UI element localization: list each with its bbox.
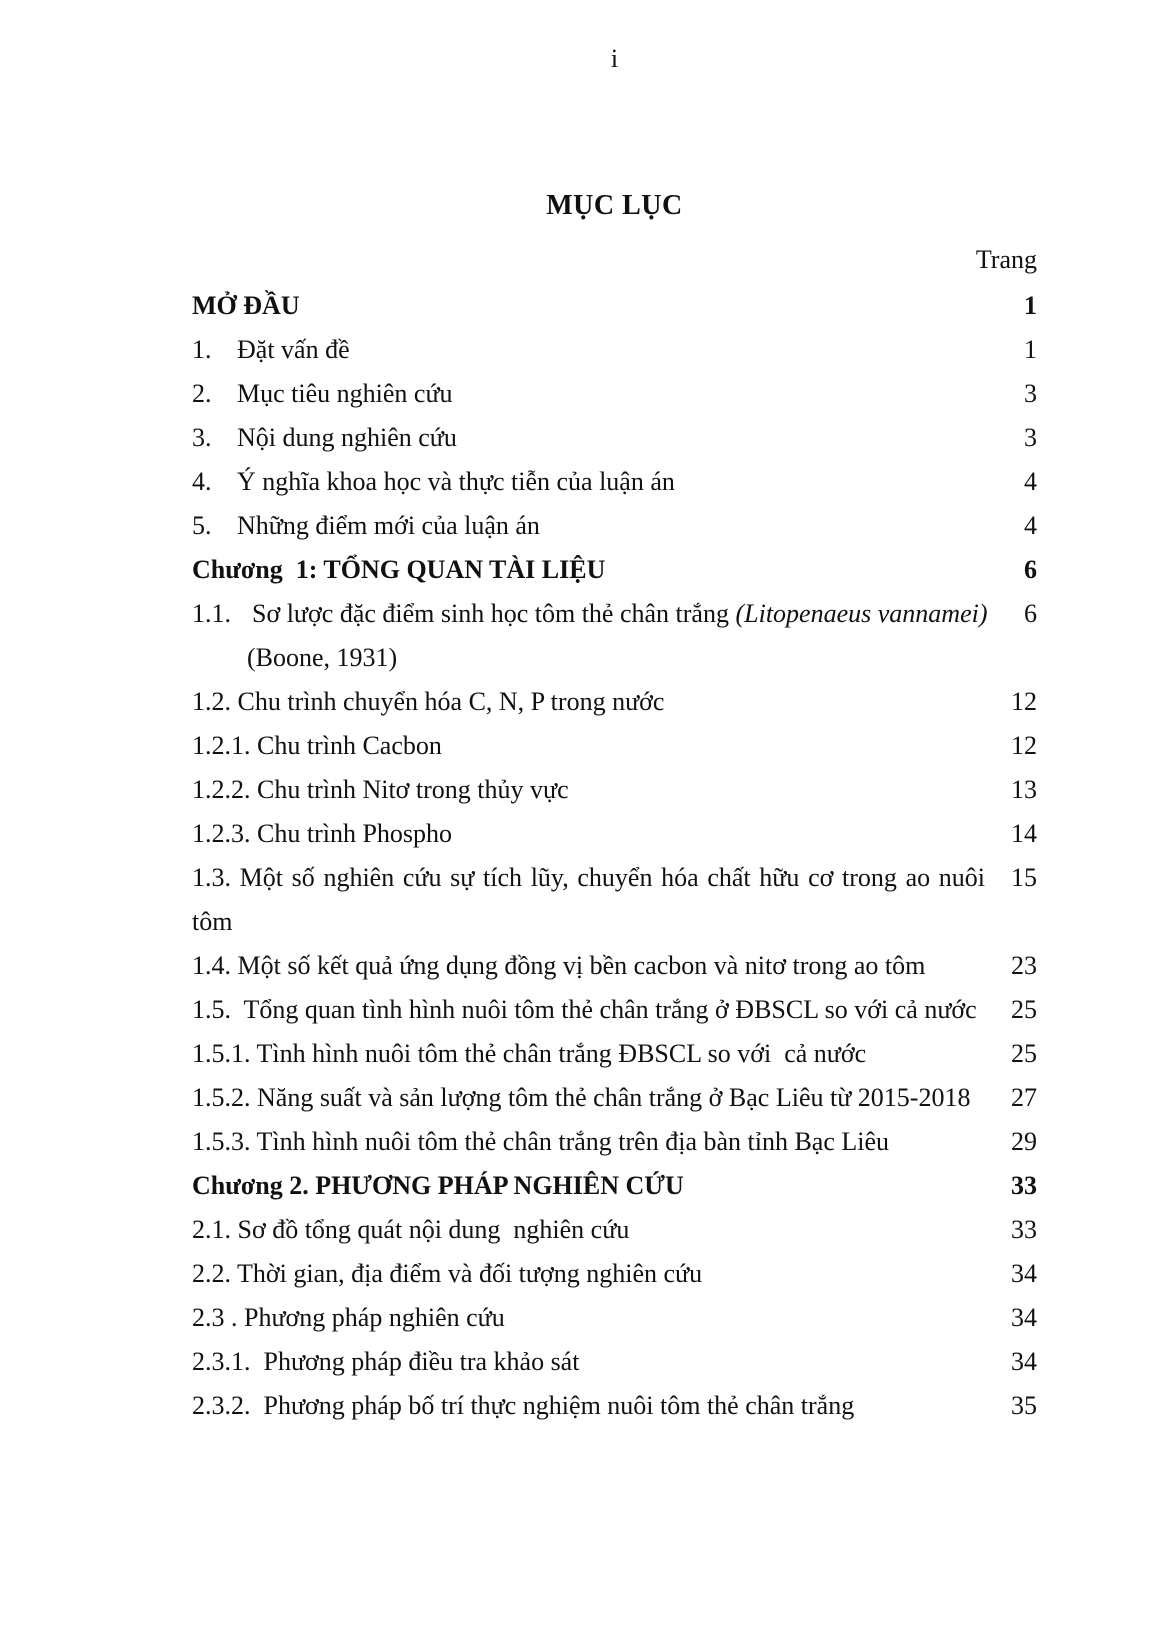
- toc-entry: [192, 988, 1037, 1032]
- toc-entry: [192, 1252, 1037, 1296]
- toc-entry-page: 34: [1011, 1303, 1037, 1332]
- toc-entry-text: [192, 1120, 985, 1164]
- toc-entry-title: Đặt vấn đề: [237, 335, 350, 364]
- toc-entry-text: [192, 856, 985, 944]
- toc-entry-text: [192, 504, 985, 548]
- toc-entry-title: 1.5. Tổng quan tình hình nuôi tôm thẻ chân trắng ở ĐBSCL so với cả nước: [192, 995, 977, 1024]
- toc-entry-page: 12: [1011, 687, 1037, 716]
- toc-entry-page: 1: [1024, 335, 1037, 364]
- toc-entry-text: [192, 768, 985, 812]
- toc-entry-page: 13: [1011, 775, 1037, 804]
- toc-entry-title: 1.5.2. Năng suất và sản lượng tôm thẻ chân trắng ở Bạc Liêu từ 2015-2018: [192, 1083, 971, 1112]
- toc-entry-text: [192, 416, 985, 460]
- page-title: MỤC LỤC: [546, 190, 683, 221]
- toc-entry-page: 25: [1011, 995, 1037, 1024]
- toc-entry: [192, 1384, 1037, 1428]
- toc-entry-page: 6: [1024, 599, 1037, 628]
- toc-entry-number: 1.1.: [192, 599, 231, 628]
- toc-entry-text: [192, 1384, 985, 1428]
- toc-entry-text: [192, 1164, 985, 1208]
- toc-entry-page: 6: [1024, 555, 1037, 584]
- toc-entry-title: 1.5.1. Tình hình nuôi tôm thẻ chân trắng ĐBSCL so với cả nước: [192, 1039, 867, 1068]
- toc-entry-title: MỞ ĐẦU: [192, 291, 300, 320]
- toc-entry-title: Chương 2. PHƯƠNG PHÁP NGHIÊN CỨU: [192, 1171, 684, 1200]
- toc-entry: [192, 856, 1037, 944]
- toc-entry-number: 2.: [192, 379, 212, 408]
- toc-entry: [192, 768, 1037, 812]
- toc-entry-page: 4: [1024, 511, 1037, 540]
- toc-entry-page: 1: [1024, 291, 1037, 320]
- toc-entry-title: 1.4. Một số kết quả ứng dụng đồng vị bền cacbon và nitơ trong ao tôm: [192, 951, 926, 980]
- toc-entry-title: 1.3. Một số nghiên cứu sự tích lũy, chuyển hóa chất hữu cơ trong ao nuôi: [192, 863, 985, 892]
- toc-entry-title: 2.3.2. Phương pháp bố trí thực nghiệm nuôi tôm thẻ chân trắng: [192, 1391, 855, 1420]
- toc-entry: [192, 1164, 1037, 1208]
- toc-entry: [192, 680, 1037, 724]
- toc-entry-text: [192, 372, 985, 416]
- toc-entry: [192, 1076, 1037, 1120]
- toc-entry-page: 23: [1011, 951, 1037, 980]
- toc-entry-line2: (Boone, 1931): [247, 643, 398, 672]
- toc-entry-title: Ý nghĩa khoa học và thực tiễn của luận án: [237, 467, 675, 496]
- toc-entry-page: 33: [1011, 1171, 1037, 1200]
- toc-entry-page: 29: [1011, 1127, 1037, 1156]
- toc-entry-text: [192, 812, 985, 856]
- toc-entry-title: 1.2.1. Chu trình Cacbon: [192, 731, 442, 760]
- toc-entry-title: 2.3 . Phương pháp nghiên cứu: [192, 1303, 505, 1332]
- toc-entry-page: 15: [1011, 863, 1037, 892]
- toc-entry: [192, 812, 1037, 856]
- toc-entry-title-italic: (Litopenaeus vannamei): [735, 599, 988, 628]
- toc-entry-text: [192, 1076, 985, 1120]
- toc-entry-page: 25: [1011, 1039, 1037, 1068]
- toc-entry-title: Sơ lược đặc điểm sinh học tôm thẻ chân trắng: [252, 599, 736, 628]
- toc-entry-text: [192, 944, 985, 988]
- toc-entry-text: [192, 592, 988, 680]
- toc-entry: [192, 460, 1037, 504]
- toc-entry-title: 1.2. Chu trình chuyển hóa C, N, P trong nước: [192, 687, 665, 716]
- toc-entry: [192, 1032, 1037, 1076]
- toc-entry: [192, 1120, 1037, 1164]
- toc-entry-text: [192, 328, 985, 372]
- toc-entry-text: [192, 548, 985, 592]
- toc-entry-text: [192, 1296, 985, 1340]
- toc-entry: [192, 372, 1037, 416]
- toc-entry-title: Nội dung nghiên cứu: [237, 423, 457, 452]
- toc-entry: [192, 328, 1037, 372]
- toc-entry: [192, 1208, 1037, 1252]
- toc-entry-title: 1.2.2. Chu trình Nitơ trong thủy vực: [192, 775, 569, 804]
- toc-entry-page: 33: [1011, 1215, 1037, 1244]
- toc-entry: [192, 416, 1037, 460]
- toc-entry-page: 12: [1011, 731, 1037, 760]
- toc-entry: [192, 284, 1037, 328]
- toc-entry-page: 34: [1011, 1347, 1037, 1376]
- toc-entry: [192, 1340, 1037, 1384]
- toc-entry-page: 34: [1011, 1259, 1037, 1288]
- toc-entry-text: [192, 1208, 985, 1252]
- toc-entry-page: 27: [1011, 1083, 1037, 1112]
- toc-entry-text: [192, 284, 985, 328]
- toc-entry-title: Chương 1: TỔNG QUAN TÀI LIỆU: [192, 555, 606, 584]
- toc-entry-number: 4.: [192, 467, 212, 496]
- toc-entry-text: [192, 724, 985, 768]
- toc-list: [192, 284, 1037, 1428]
- toc-entry: [192, 724, 1037, 768]
- toc-entry-number: 3.: [192, 423, 212, 452]
- toc-entry-title: 2.1. Sơ đồ tổng quát nội dung nghiên cứu: [192, 1215, 630, 1244]
- toc-entry-page: 14: [1011, 819, 1037, 848]
- toc-entry-page: 4: [1024, 467, 1037, 496]
- toc-entry-text: [192, 1032, 985, 1076]
- toc-entry-page: 3: [1024, 379, 1037, 408]
- toc-entry: [192, 504, 1037, 548]
- toc-entry-page: 3: [1024, 423, 1037, 452]
- toc-entry: [192, 548, 1037, 592]
- toc-entry-text: [192, 1252, 985, 1296]
- toc-entry-title: 1.2.3. Chu trình Phospho: [192, 819, 453, 848]
- toc-entry-title: Những điểm mới của luận án: [237, 511, 540, 540]
- toc-entry-title: 2.3.1. Phương pháp điều tra khảo sát: [192, 1347, 580, 1376]
- toc-entry-number: 5.: [192, 511, 212, 540]
- toc-entry: [192, 592, 1037, 680]
- toc-entry-text: [192, 1340, 985, 1384]
- toc-entry-text: [192, 680, 985, 724]
- toc-entry-page: 35: [1011, 1391, 1037, 1420]
- toc-entry-line2: tôm: [192, 907, 233, 936]
- column-header-trang: Trang: [975, 245, 1037, 274]
- toc-entry-title: 2.2. Thời gian, địa điểm và đối tượng nghiên cứu: [192, 1259, 703, 1288]
- toc-entry-number: 1.: [192, 335, 212, 364]
- toc-entry-title: 1.5.3. Tình hình nuôi tôm thẻ chân trắng trên địa bàn tỉnh Bạc Liêu: [192, 1127, 890, 1156]
- toc-entry: [192, 944, 1037, 988]
- toc-entry-text: [192, 460, 985, 504]
- toc-entry-text: [192, 988, 985, 1032]
- toc-entry: [192, 1296, 1037, 1340]
- page-number-top: i: [610, 44, 619, 73]
- toc-entry-title: Mục tiêu nghiên cứu: [237, 379, 453, 408]
